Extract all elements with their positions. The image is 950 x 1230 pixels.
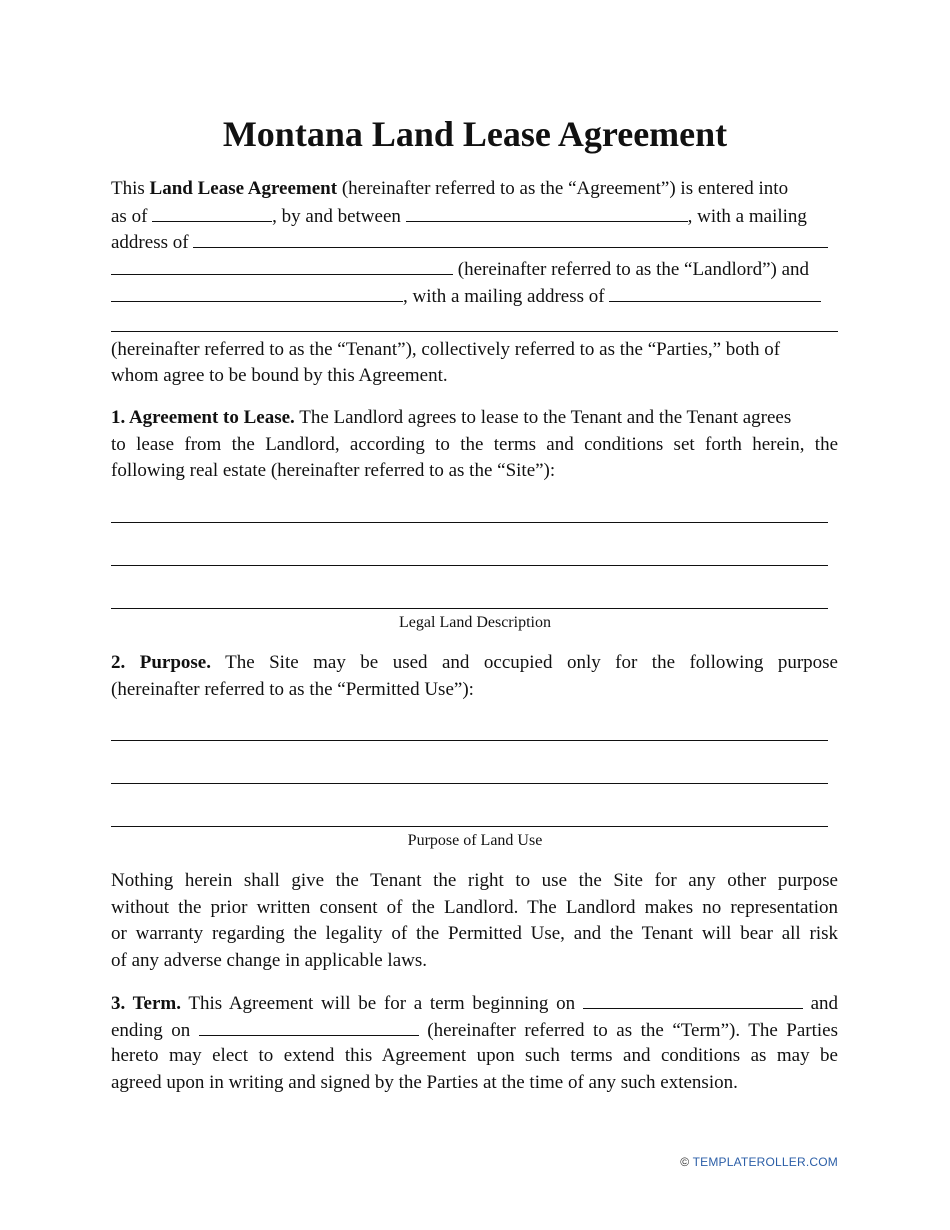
intro-line-7 <box>111 363 838 389</box>
landlord-address-field-continued[interactable] <box>111 256 453 275</box>
intro-line-6 <box>111 337 838 363</box>
tenant-ref-text: (hereinafter referred to as the “Tenant”), collectively referred to as the “Parties,” both of <box>111 339 781 360</box>
section1-text-3: following real estate (hereinafter referred to as the “Site”): <box>111 460 556 481</box>
landlord-name-field[interactable] <box>406 203 688 222</box>
legal-description-line-1[interactable] <box>111 522 828 523</box>
term-ref-text: (hereinafter referred to as the “Term”). The Parties <box>427 1020 839 1041</box>
with-mailing-label: , with a mailing <box>687 206 807 227</box>
tenant-address-field-continued[interactable] <box>111 331 838 332</box>
purpose-line-2[interactable] <box>111 783 828 784</box>
section3-line-2 <box>111 1017 838 1044</box>
tenant-address-field[interactable] <box>609 283 821 302</box>
section3-line-1 <box>111 990 838 1017</box>
agreement-name: Land Lease Agreement <box>149 178 338 199</box>
purpose-para-line-3: or warranty regarding the legality of the Permitted Use, and the Tenant will bear all risk <box>111 923 838 944</box>
landlord-address-field[interactable] <box>193 229 828 248</box>
purpose-para-line-1: Nothing herein shall give the Tenant the right to use the Site for any other purpose <box>111 870 838 891</box>
intro-line-3 <box>111 229 838 256</box>
purpose-para-line-4: of any adverse change in applicable laws. <box>111 950 428 971</box>
section2-line-1 <box>111 650 838 676</box>
ending-on-label: ending on <box>111 1020 191 1041</box>
intro-line-1 <box>111 176 838 202</box>
purpose-para-line-2: without the prior written consent of the Landlord. The Landlord makes no representation <box>111 897 838 918</box>
footer-credit[interactable] <box>680 1155 838 1169</box>
legal-description-line-3[interactable] <box>111 608 828 609</box>
section3-line-3: hereto may elect to extend this Agreement upon such terms and conditions as may be <box>111 1045 838 1066</box>
section3-heading: 3. Term. <box>111 993 181 1014</box>
tenant-name-field[interactable] <box>111 283 403 302</box>
section1-text-2: to lease from the Landlord, according to the terms and conditions set forth herein, the <box>111 434 838 455</box>
landlord-ref-label: (hereinafter referred to as the “Landlord”) and <box>457 259 810 280</box>
copyright-symbol: © <box>680 1155 690 1169</box>
section1-line-2 <box>111 432 838 458</box>
section3-line-4: agreed upon in writing and signed by the Parties at the time of any such extension. <box>111 1072 738 1093</box>
legal-description-caption: Legal Land Description <box>399 614 551 631</box>
section1-heading: 1. Agreement to Lease. <box>111 407 295 428</box>
intro-line-2 <box>111 203 838 230</box>
section1-line-3 <box>111 458 838 484</box>
document-title: Montana Land Lease Agreement <box>222 114 728 154</box>
section3-text-1: This Agreement will be for a term beginning on <box>188 993 576 1014</box>
by-between-label: , by and between <box>272 206 401 227</box>
section1-text-1: The Landlord agrees to lease to the Tenant and the Tenant agrees <box>299 407 792 428</box>
address-of-label: address of <box>111 232 189 253</box>
purpose-line-1[interactable] <box>111 740 828 741</box>
bound-text: whom agree to be bound by this Agreement. <box>111 365 448 386</box>
section2-text-2: (hereinafter referred to as the “Permitted Use”): <box>111 679 474 700</box>
term-start-date-field[interactable] <box>583 990 803 1009</box>
section1-line-1 <box>111 405 838 431</box>
footer-site-link[interactable]: TEMPLATEROLLER.COM <box>692 1155 838 1169</box>
intro-line-4 <box>111 256 838 283</box>
section2-heading: 2. Purpose. <box>111 652 211 673</box>
as-of-label: as of <box>111 206 148 227</box>
and-label: and <box>810 993 838 1014</box>
purpose-line-3[interactable] <box>111 826 828 827</box>
intro-agreement-ref: (hereinafter referred to as the “Agreement”) is entered into <box>341 178 789 199</box>
intro-line-5 <box>111 283 838 310</box>
section2-text-1: The Site may be used and occupied only for the following purpose <box>225 652 838 673</box>
intro-this: This <box>111 178 145 199</box>
purpose-caption: Purpose of Land Use <box>407 832 543 849</box>
tenant-mailing-label: , with a mailing address of <box>403 286 605 307</box>
term-end-date-field[interactable] <box>199 1017 419 1036</box>
section2-line-2 <box>111 677 838 703</box>
legal-description-line-2[interactable] <box>111 565 828 566</box>
agreement-date-field[interactable] <box>152 203 272 222</box>
